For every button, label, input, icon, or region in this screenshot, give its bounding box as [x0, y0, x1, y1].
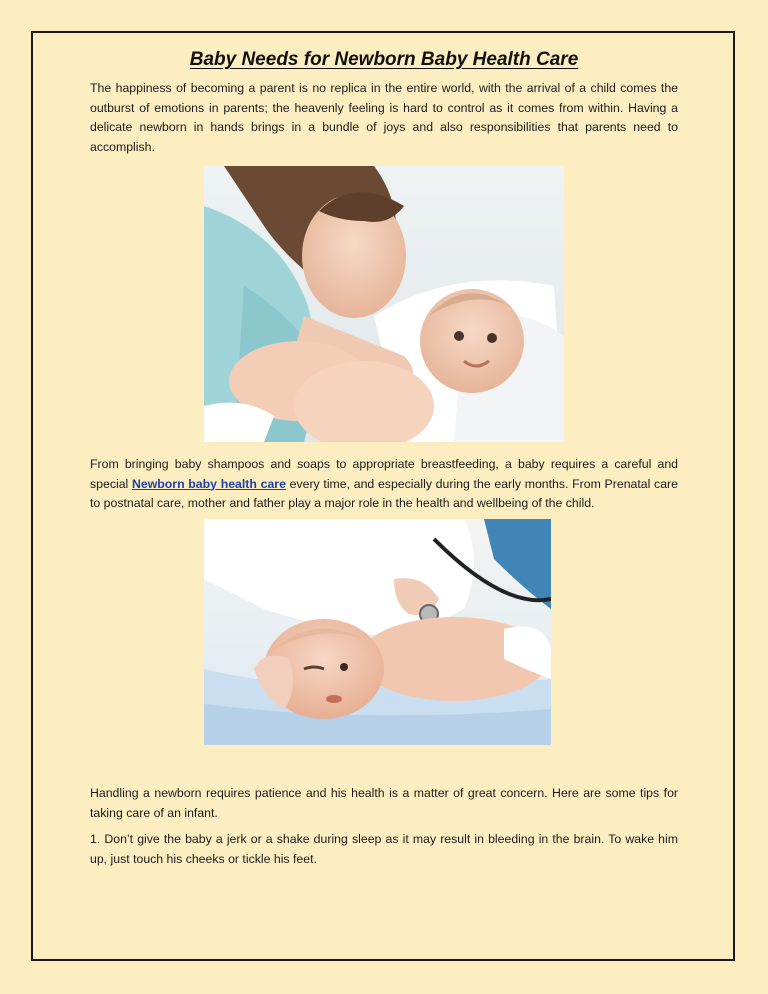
- document-title: Baby Needs for Newborn Baby Health Care: [189, 49, 579, 70]
- doctor-examining-baby-photo: [204, 519, 551, 745]
- intro-paragraph: The happiness of becoming a parent is no replica in the entire world, with the arrival of a child comes the outburst of emotions in parents; the heavenly feeling is hard to control as it comes from within. Having a delicate newborn in hands brings in a bundle of joys and also responsibilities that parents need to accomplish.: [90, 81, 678, 154]
- newborn-health-care-link[interactable]: Newborn baby health care: [131, 476, 286, 491]
- care-paragraph-text-before: From bringing baby shampoos and soaps to appropriate breastfeeding, a baby requires a careful and special: [90, 457, 678, 491]
- care-paragraph: [90, 455, 678, 514]
- care-paragraph-text-after: every time, and especially during the early months. From Prenatal care to postnatal care, mother and father play a major role in the health and wellbeing of the child.: [90, 476, 678, 510]
- tip-item-1: 1. Don’t give the baby a jerk or a shake during sleep as it may result in bleeding in the brain. To wake him up, just touch his cheeks or tickle his feet.: [90, 832, 678, 866]
- mother-and-baby-photo: [204, 166, 564, 442]
- tips-intro-paragraph: Handling a newborn requires patience and his health is a matter of great concern. Here are some tips for taking care of an infant.: [90, 786, 678, 820]
